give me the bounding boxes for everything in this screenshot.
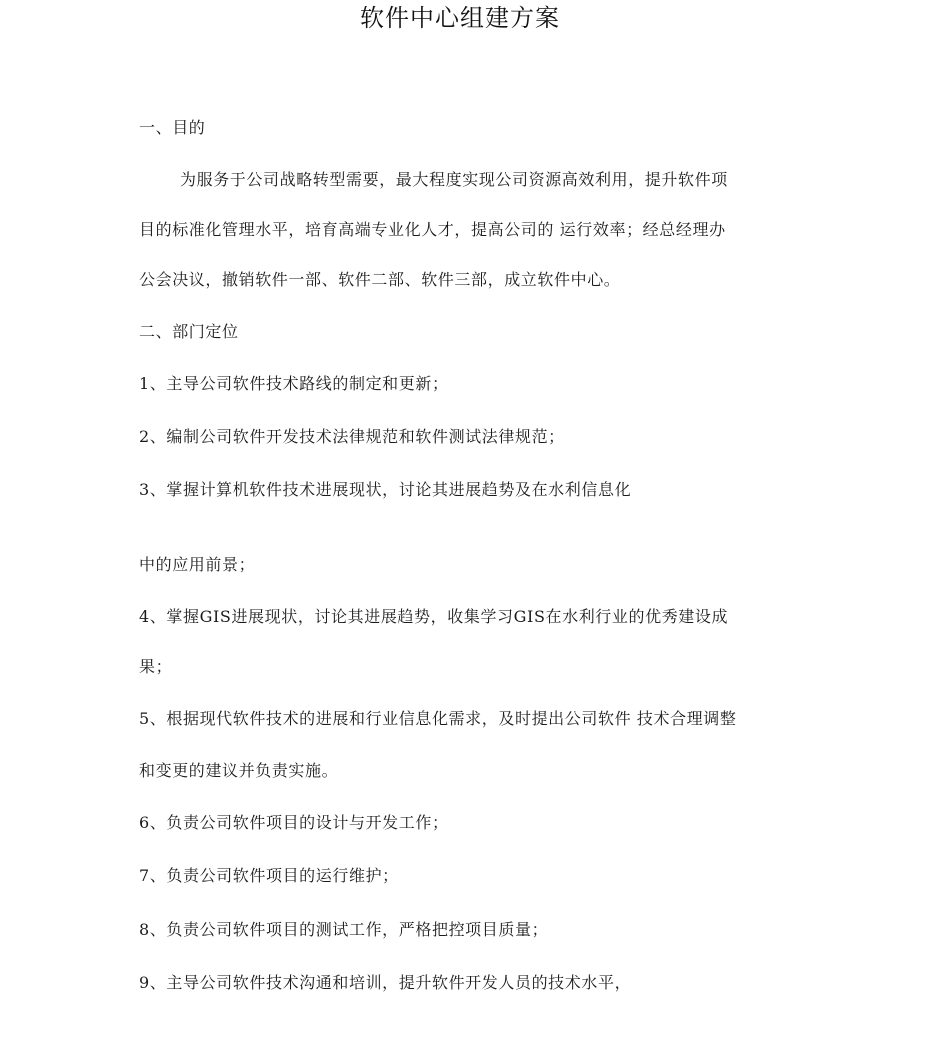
paragraph-line: 公会决议，撤销软件一部、软件二部、软件三部，成立软件中心。: [139, 270, 621, 289]
document-title: 软件中心组建方案: [360, 4, 560, 32]
list-item: 8、负责公司软件项目的测试工作，严格把控项目质量；: [139, 920, 549, 939]
paragraph-line: 目的标准化管理水平，培育高端专业化人才，提高公司的 运行效率；经总经理办: [139, 220, 726, 239]
list-item: 3、掌握计算机软件技术进展现状，讨论其进展趋势及在水利信息化: [139, 480, 632, 499]
list-item: 5、根据现代软件技术的进展和行业信息化需求，及时提出公司软件 技术合理调整: [139, 709, 737, 728]
list-item: 9、主导公司软件技术沟通和培训，提升软件开发人员的技术水平，: [139, 973, 632, 992]
list-item-continuation: 和变更的建议并负责实施。: [139, 761, 339, 780]
section-heading-purpose: 一、目的: [139, 118, 206, 137]
list-item: 4、掌握GIS进展现状，讨论其进展趋势，收集学习GIS在水利行业的优秀建设成: [139, 607, 729, 626]
section-heading-positioning: 二、部门定位: [139, 322, 239, 341]
list-item: 2、编制公司软件开发技术法律规范和软件测试法律规范；: [139, 427, 565, 446]
list-item-continuation: 果；: [139, 657, 173, 676]
list-item: 7、负责公司软件项目的运行维护；: [139, 866, 399, 885]
list-item-continuation: 中的应用前景；: [139, 555, 256, 574]
paragraph-line: 为服务于公司战略转型需要，最大程度实现公司资源高效利用，提升软件项: [180, 170, 728, 189]
list-item: 1、主导公司软件技术路线的制定和更新；: [139, 374, 449, 393]
list-item: 6、负责公司软件项目的设计与开发工作；: [139, 813, 449, 832]
